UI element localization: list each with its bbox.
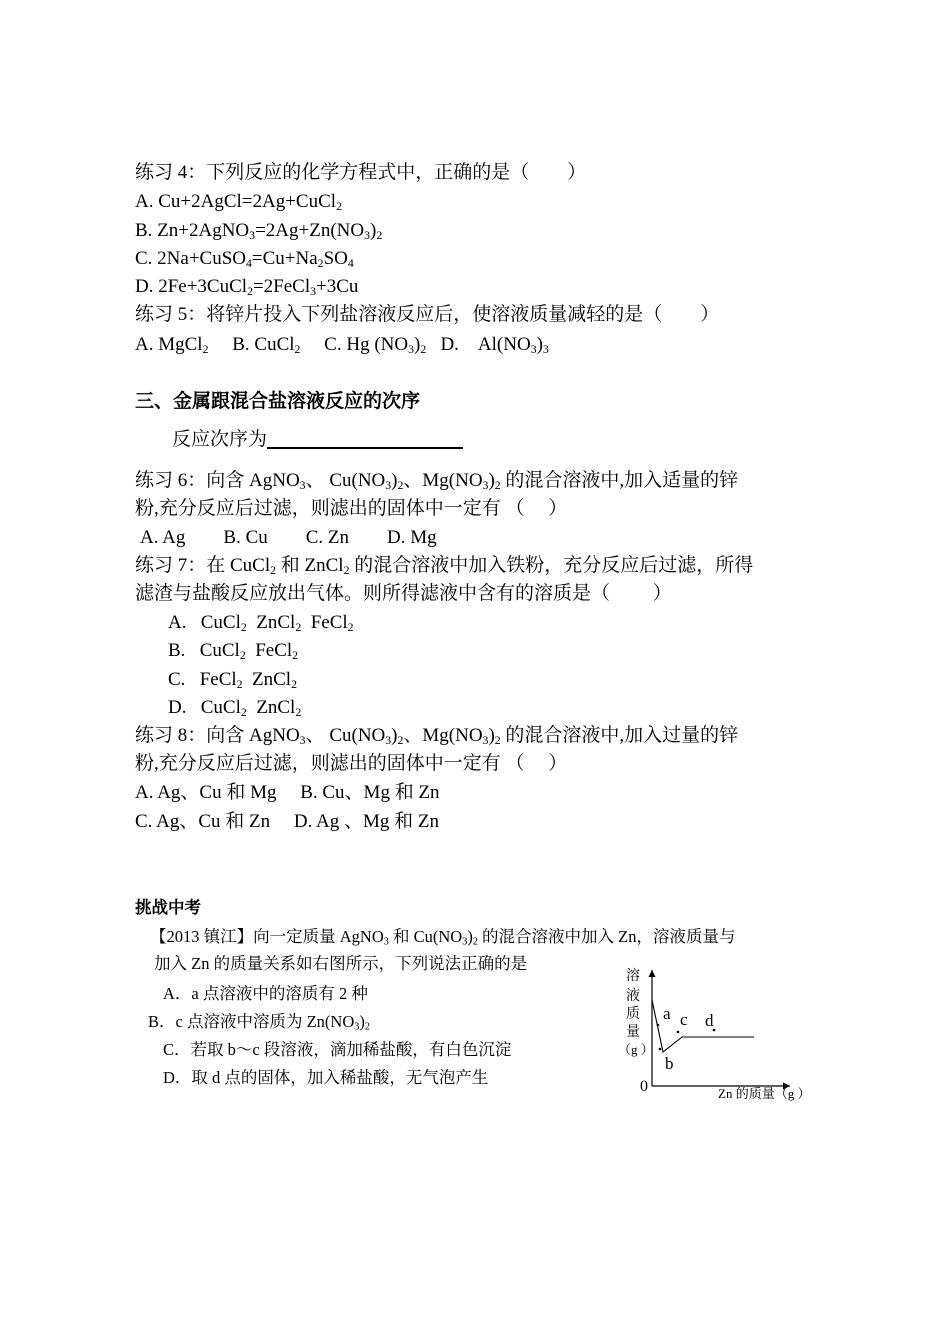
point-d-label: d <box>705 1011 714 1030</box>
exercise-4-option-a: A. Cu+2AgCl=2Ag+CuCl$_2$ <box>135 191 342 213</box>
exercise-7-question-line2: 滤渣与盐酸反应放出气体。则所得滤液中含有的溶质是（ ） <box>135 583 672 604</box>
point-c-label: c <box>680 1010 688 1029</box>
challenge-option-a: A．a 点溶液中的溶质有 2 种 <box>163 984 368 1003</box>
exercise-7-question: 练习 7：在 CuCl$_2$ 和 ZnCl$_2$ 的混合溶液中加入铁粉，充分反应后过滤，所得 <box>135 555 754 577</box>
challenge-option-d: D．取 d 点的固体，加入稀盐酸，无气泡产生 <box>163 1068 489 1087</box>
solution-mass-graph <box>612 960 827 1110</box>
exercise-5-options: A. MgCl$_2$ B. CuCl$_2$ C. Hg $(NO_3)_2$ D. $Al(NO_3)_3$ <box>135 334 549 356</box>
reaction-order-blank: 反应次序为 <box>172 427 463 453</box>
challenge-heading: 挑战中考 <box>135 898 201 917</box>
y-label-char-2: 液 <box>626 989 640 1004</box>
point-b-dot <box>659 1048 662 1051</box>
exercise-6-options: A. Ag B. Cu C. Zn D. Mg <box>140 527 437 548</box>
challenge-question: 【2013 镇江】向一定质量 AgNO$_3$ 和 $Cu(NO_3)_2$ 的混合溶液中加入 Zn，溶液质量与 <box>150 927 736 948</box>
point-b-label: b <box>665 1054 674 1073</box>
origin-label: 0 <box>640 1078 648 1095</box>
answer-blank[interactable] <box>267 427 463 449</box>
exercise-4-option-c: C. $2Na+CuSO_4=Cu+Na_2SO_4$ <box>135 248 354 270</box>
exercise-8-options-line2: C. Ag、Cu 和 Zn D. Ag 、Mg 和 Zn <box>135 811 440 832</box>
exercise-4-option-d: D. 2Fe+3CuCl$_2$=2FeCl$_3$+3Cu <box>135 276 359 298</box>
challenge-option-c: C．若取 b～c 段溶液，滴加稀盐酸，有白色沉淀 <box>163 1040 512 1059</box>
exercise-6-question: 练习 6：向含 AgNO$_3$、 $Cu(NO_3)_2$、$Mg(NO_3)_2$ 的混合溶液中,加入适量的锌 <box>135 470 739 492</box>
exercise-8-question-line2: 粉,充分反应后过滤，则滤出的固体中一定有 （ ） <box>135 753 568 774</box>
exercise-7-option-c: C. FeCl$_2$ ZnCl$_2$ <box>168 669 297 691</box>
exercise-5-question: 练习 5：将锌片投入下列盐溶液反应后，使溶液质量减轻的是（ ） <box>135 304 720 325</box>
exercise-8-question: 练习 8：向含 AgNO$_3$、 $Cu(NO_3)_2$、$Mg(NO_3)_2$ 的混合溶液中,加入过量的锌 <box>135 725 739 747</box>
y-label-char-4: 量 <box>626 1025 640 1040</box>
point-c-dot <box>677 1031 680 1034</box>
section-3-heading: 三、金属跟混合盐溶液反应的次序 <box>135 391 421 412</box>
exercise-4-question: 练习 4：下列反应的化学方程式中，正确的是（ ） <box>135 162 587 183</box>
exercise-7-option-a: A. CuCl$_2$ ZnCl$_2$ FeCl$_2$ <box>168 612 354 634</box>
y-label-char-1: 溶 <box>626 969 640 984</box>
y-label-unit: （g ） <box>618 1042 654 1057</box>
exercise-4-option-b: B. $Zn+2AgNO_3=2Ag+Zn(NO_3)_2$ <box>135 220 383 242</box>
point-a-dot <box>657 1024 660 1027</box>
y-label-char-3: 质 <box>626 1007 640 1022</box>
challenge-option-b: B．c 点溶液中溶质为 $Zn(NO_3)_2$ <box>148 1012 370 1033</box>
x-axis-label: Zn 的质量（g ） <box>718 1086 811 1101</box>
challenge-question-line2: 加入 Zn 的质量关系如右图所示，下列说法正确的是 <box>154 954 528 973</box>
exercise-7-option-b: B. CuCl$_2$ FeCl$_2$ <box>168 640 299 662</box>
exercise-7-option-d: D. CuCl$_2$ ZnCl$_2$ <box>168 697 302 719</box>
point-a-label: a <box>663 1004 671 1023</box>
exercise-8-options-line1: A. Ag、Cu 和 Mg B. Cu、Mg 和 Zn <box>135 782 440 803</box>
exercise-6-question-line2: 粉,充分反应后过滤，则滤出的固体中一定有 （ ） <box>135 498 568 519</box>
